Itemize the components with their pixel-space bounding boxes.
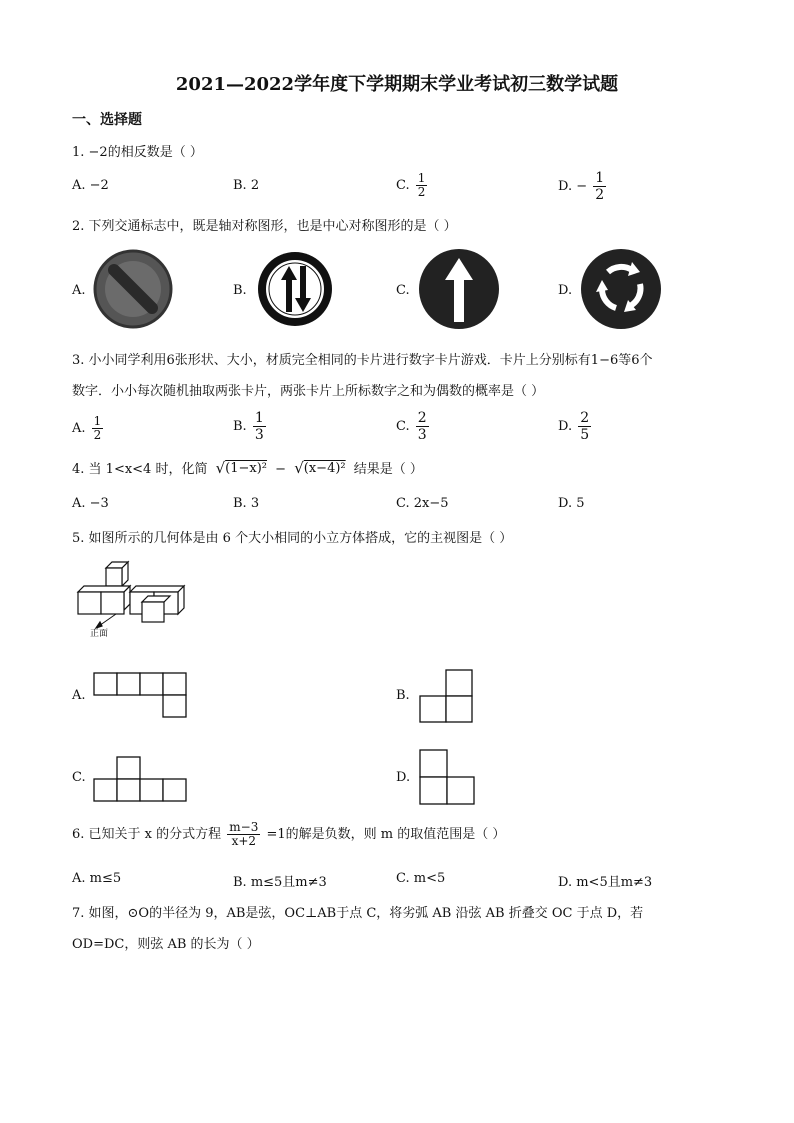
numerator: 1 [93,414,102,428]
denominator: 2 [595,187,605,203]
front-view-label: 正面 [90,629,109,639]
radicand-1: (1−x)² [225,460,268,476]
numerator: 1 [417,171,426,185]
option-label: D. − [558,179,588,194]
page-title: 2021—2022学年度下学期期末学业考试初三数学试题 [175,74,619,95]
fraction [92,415,104,442]
q5-option-b-view [418,668,476,724]
q1-option-d [558,170,608,203]
section-heading: 一、选择题 [72,112,142,128]
denominator: x+2 [231,834,257,848]
straight-ahead-sign-icon [418,248,500,330]
q4-option-c: C. 2x−5 [396,496,449,511]
fraction [416,410,429,443]
q4-stem-post: 结果是（ ） [353,462,423,477]
question-3-stem-line2: 数字．小小每次随机抽取两张卡片，两张卡片上所标数字之和为偶数的概率是（ ） [72,384,545,399]
question-7-stem-line2: OD=DC，则弦 AB 的长为（ ） [72,937,260,952]
q4-option-a: A. −3 [72,496,109,511]
q5-option-b-label: B. [396,688,410,703]
fraction [578,410,591,443]
question-6-stem [72,821,505,848]
option-label: C. [396,178,410,193]
q2-option-a-label: A. [72,283,86,298]
q6-option-a: A. m≤5 [72,871,122,886]
q1-option-a: A. −2 [72,178,109,193]
two-way-traffic-sign-icon [256,250,334,328]
sqrt-icon: √ [215,459,226,477]
question-5-stem: 5. 如图所示的几何体是由 6 个大小相同的小立方体搭成，它的主视图是（ ） [72,531,513,546]
denominator: 2 [417,185,426,199]
roundabout-sign-icon [580,248,662,330]
radical-1 [216,459,267,477]
question-2-stem: 2. 下列交通标志中，既是轴对称图形，也是中心对称图形的是（ ） [72,219,457,234]
q1-option-b: B. 2 [233,178,260,193]
q5-option-a-view [92,671,188,721]
question-7-stem-line1: 7. 如图，⊙O的半径为 9，AB是弦，OC⊥AB于点 C，将劣弧 AB 沿弦 AB 折叠交 OC 于点 D，若 [72,906,644,921]
q6-stem-post: =1的解是负数，则 m 的取值范围是（ ） [266,827,506,842]
q5-option-c-label: C. [72,770,86,785]
option-label: B. [233,419,247,434]
question-4-stem [72,458,423,477]
q4-option-d: D. 5 [558,496,585,511]
q3-option-c [396,410,431,443]
q5-option-d-label: D. [396,770,411,785]
no-entry-sign-icon [92,248,174,330]
option-label: D. [558,419,573,434]
question-1-stem: 1. −2的相反数是（ ） [72,145,203,160]
option-label: A. [72,421,86,436]
q2-option-d-label: D. [558,283,573,298]
q3-option-d [558,410,593,443]
q5-option-c-view [92,755,188,805]
numerator: m−3 [229,820,259,834]
numerator: 2 [580,410,590,426]
equation-fraction [227,821,260,848]
q5-option-d-view [418,748,478,806]
denominator: 2 [93,428,102,442]
radicand-2: (x−4)² [303,460,346,476]
q1-option-c [396,172,429,199]
q6-option-c: C. m<5 [396,871,446,886]
q6-stem-pre: 6. 已知关于 x 的分式方程 [72,827,222,842]
q4-option-b: B. 3 [233,496,260,511]
q4-stem-pre: 4. 当 1<x<4 时，化简 [72,462,208,477]
q3-option-a [72,415,105,442]
question-3-stem-line1: 3. 小小同学利用6张形状、大小，材质完全相同的卡片进行数字卡片游戏．卡片上分别标有1−6等6个 [72,353,653,368]
denominator: 3 [254,427,264,443]
q3-option-b [233,410,268,443]
option-label: C. [396,419,410,434]
sqrt-icon: √ [294,459,304,477]
q2-option-c-label: C. [396,283,410,298]
denominator: 3 [417,427,427,443]
q4-minus: − [275,462,287,477]
numerator: 2 [417,410,427,426]
numerator: 1 [595,170,605,186]
q2-option-b-label: B. [233,283,247,298]
q5-option-a-label: A. [72,688,86,703]
fraction [416,172,428,199]
radical-2 [294,459,345,477]
numerator: 1 [254,410,264,426]
q6-option-b: B. m≤5且m≠3 [233,875,327,890]
fraction [253,410,266,443]
q6-option-d: D. m<5且m≠3 [558,875,653,890]
fraction [593,170,606,203]
denominator: 5 [580,427,590,443]
